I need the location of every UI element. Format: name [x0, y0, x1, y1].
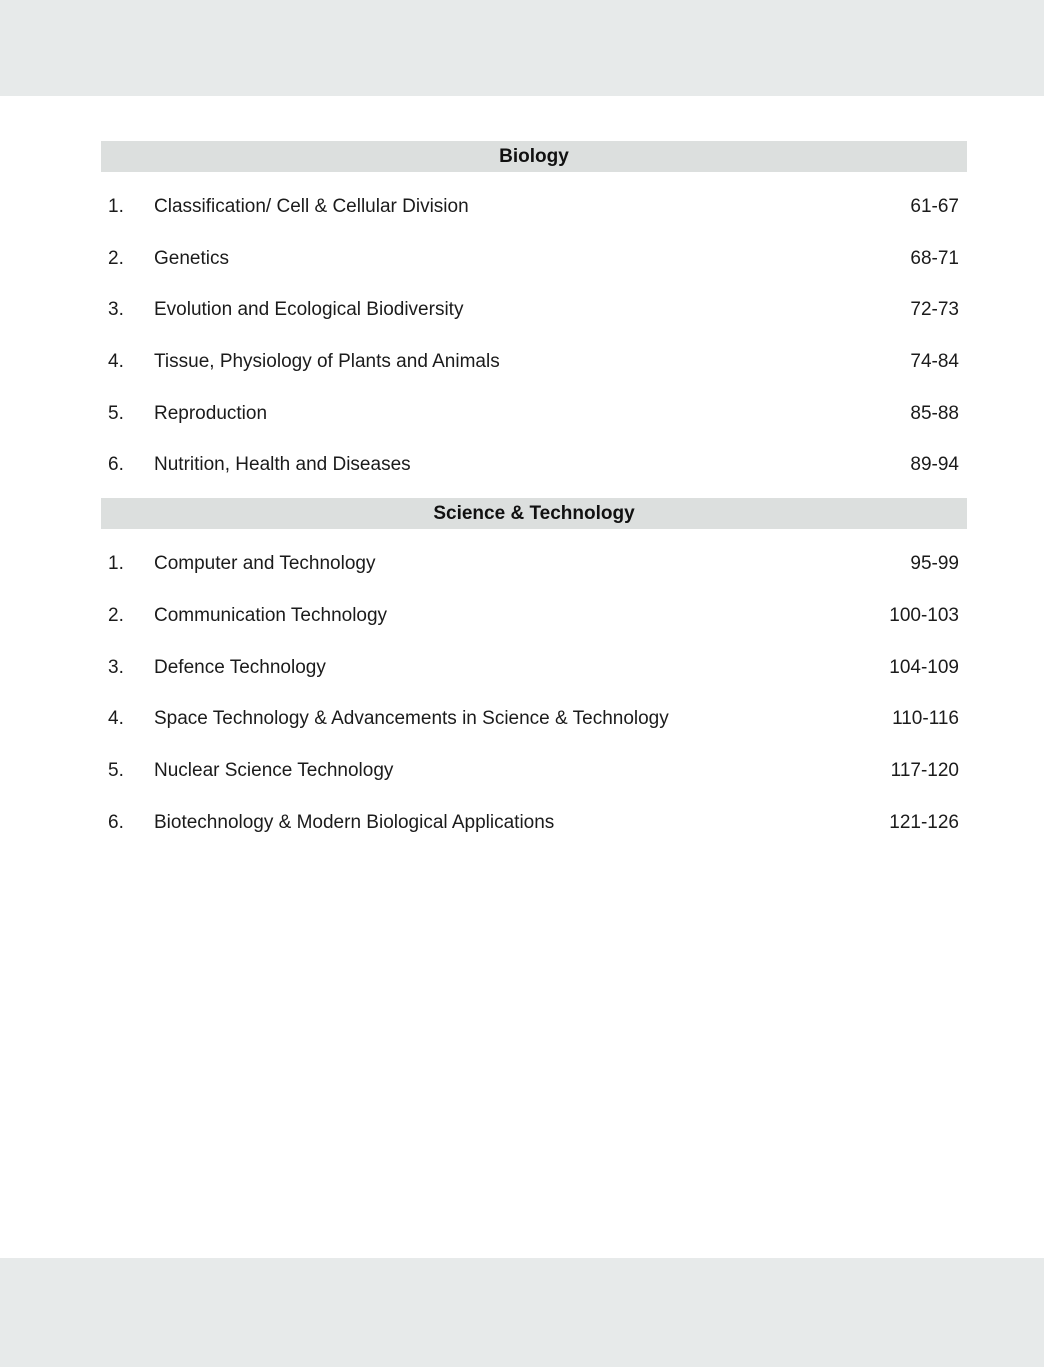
item-topic: Tissue, Physiology of Plants and Animals	[154, 351, 500, 373]
item-number: 3.	[108, 299, 124, 321]
item-pages: 121-126	[889, 811, 959, 833]
toc-row[interactable]	[101, 234, 967, 286]
item-pages: 117-120	[890, 759, 959, 781]
table-of-contents	[101, 141, 967, 849]
toc-row[interactable]	[101, 643, 967, 695]
item-number: 2.	[108, 247, 124, 269]
item-number: 4.	[108, 708, 124, 730]
item-pages: 104-109	[889, 656, 959, 678]
section-header: Biology	[101, 141, 967, 172]
item-topic: Nutrition, Health and Diseases	[154, 454, 411, 476]
item-topic: Computer and Technology	[154, 553, 376, 575]
toc-row[interactable]	[101, 539, 967, 591]
section-biology	[101, 141, 967, 492]
item-pages: 110-116	[892, 708, 959, 730]
item-topic: Space Technology & Advancements in Science & Technology	[154, 708, 669, 730]
section-header: Science & Technology	[101, 498, 967, 529]
toc-row[interactable]	[101, 285, 967, 337]
item-pages: 85-88	[910, 402, 959, 424]
item-pages: 100-103	[889, 604, 959, 626]
page-bottom-band	[0, 1258, 1044, 1367]
item-topic: Biotechnology & Modern Biological Applications	[154, 811, 555, 833]
item-number: 6.	[108, 454, 124, 476]
toc-row[interactable]	[101, 798, 967, 850]
item-pages: 68-71	[910, 247, 959, 269]
item-topic: Communication Technology	[154, 604, 388, 626]
item-pages: 61-67	[910, 196, 959, 217]
item-pages: 72-73	[910, 299, 959, 321]
section-rows	[101, 172, 967, 492]
item-number: 4.	[108, 351, 124, 373]
item-pages: 95-99	[910, 553, 959, 575]
item-topic: Evolution and Ecological Biodiversity	[154, 299, 464, 321]
section-science-technology	[101, 498, 967, 849]
toc-row[interactable]	[101, 389, 967, 441]
item-number: 1.	[108, 196, 124, 217]
toc-row[interactable]	[101, 694, 967, 746]
item-number: 5.	[108, 759, 124, 781]
toc-row[interactable]	[101, 440, 967, 492]
toc-row[interactable]	[101, 337, 967, 389]
item-number: 6.	[108, 811, 124, 833]
section-rows	[101, 529, 967, 849]
toc-row[interactable]	[101, 746, 967, 798]
item-topic: Defence Technology	[154, 656, 326, 678]
item-topic: Classification/ Cell & Cellular Division	[154, 196, 469, 217]
item-number: 5.	[108, 402, 124, 424]
toc-row[interactable]	[101, 182, 967, 234]
item-topic: Genetics	[154, 247, 229, 269]
item-pages: 89-94	[910, 454, 959, 476]
toc-row[interactable]	[101, 591, 967, 643]
item-topic: Reproduction	[154, 402, 268, 424]
item-number: 1.	[108, 553, 124, 575]
page-top-band	[0, 0, 1044, 96]
item-number: 2.	[108, 604, 124, 626]
item-pages: 74-84	[910, 351, 959, 373]
item-topic: Nuclear Science Technology	[154, 759, 394, 781]
item-number: 3.	[108, 656, 124, 678]
